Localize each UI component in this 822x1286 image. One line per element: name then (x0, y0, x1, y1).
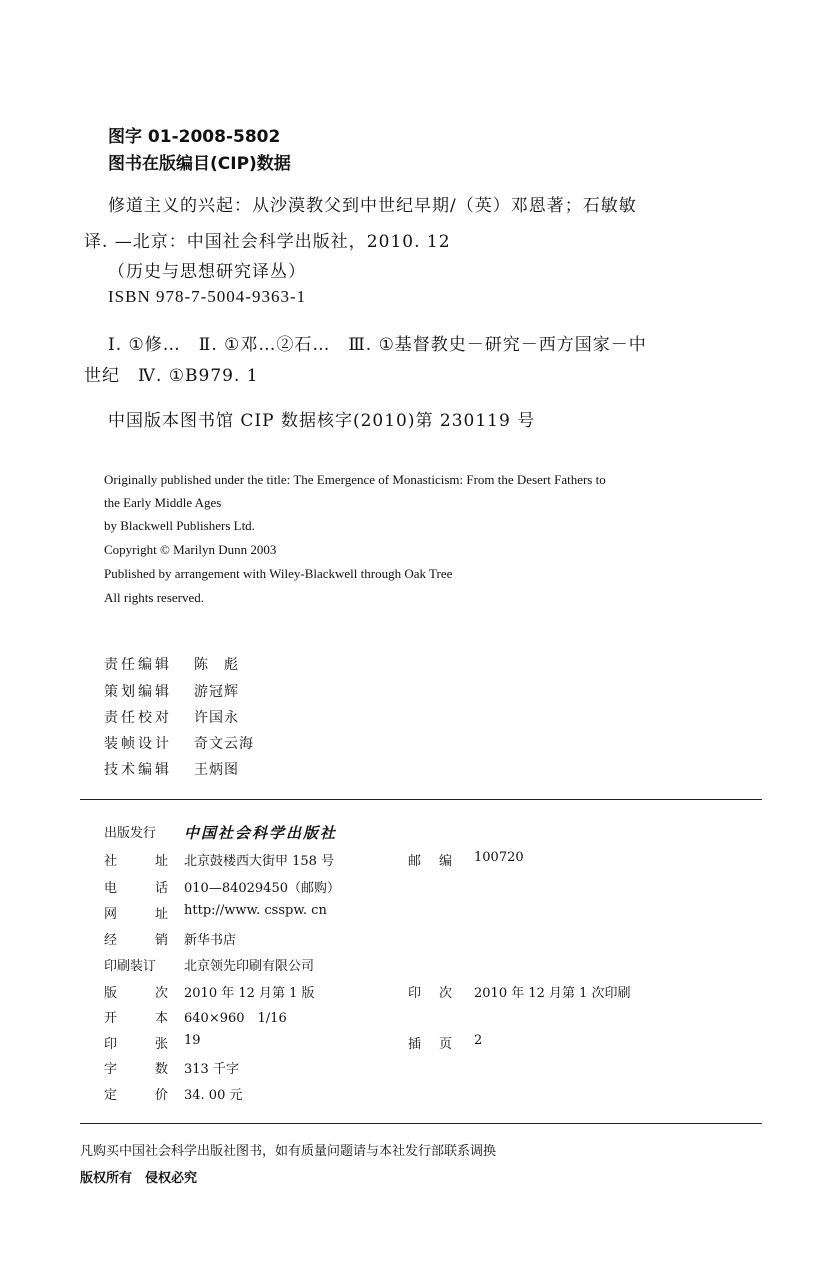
price-label: 定 价 (104, 1088, 168, 1103)
cip-library-number: 中国版本图书馆 CIP 数据核字(2010)第 230119 号 (108, 411, 536, 431)
editor-role: 技术编辑 (104, 762, 172, 778)
sheets-value: 19 (184, 1033, 201, 1048)
copyright-notice: Copyright © Marilyn Dunn 2003 (104, 542, 277, 557)
distributor-label: 经 销 (104, 933, 168, 948)
phone-label: 电 话 (104, 881, 168, 896)
address-value: 北京鼓楼西大街甲 158 号 (184, 854, 335, 869)
sheets-label: 印 张 (104, 1037, 168, 1052)
postcode-label: 邮 编 (408, 854, 452, 869)
editor-role: 责任编辑 (104, 657, 172, 673)
printing-label: 印 次 (408, 986, 452, 1001)
arrangement-notice: Published by arrangement with Wiley-Blackwell through Oak Tree (104, 566, 453, 581)
divider-bottom (80, 1123, 762, 1124)
edition-label: 版 次 (104, 986, 168, 1001)
editor-row (104, 681, 239, 701)
cip-classification-line-1: Ⅰ. ①修… Ⅱ. ①邓…②石… Ⅲ. ①基督教史－研究－西方国家－中 (108, 335, 647, 355)
cip-heading: 图书在版编目(CIP)数据 (108, 154, 291, 174)
rights-reserved: All rights reserved. (104, 590, 205, 605)
editor-role: 策划编辑 (104, 684, 172, 700)
words-value: 313 千字 (184, 1062, 239, 1077)
publisher-name: 中国社会科学出版社 (184, 824, 338, 842)
phone-value: 010—84029450（邮购） (184, 881, 340, 896)
cip-series: （历史与思想研究译丛） (108, 262, 306, 282)
original-publisher: by Blackwell Publishers Ltd. (104, 518, 255, 533)
cip-catalog-line-2: 译. —北京：中国社会科学出版社，2010. 12 (84, 232, 451, 252)
address-label: 社 址 (104, 854, 168, 869)
original-title-line-1: Originally published under the title: The Emergence of Monasticism: From the Desert Fathers to (104, 472, 606, 487)
cip-record-number: 图字 01-2008-5802 (108, 127, 281, 147)
cip-classification-line-2: 世纪 Ⅳ. ①B979. 1 (84, 366, 259, 386)
editor-role: 装帧设计 (104, 736, 172, 752)
quality-notice: 凡购买中国社会科学出版社图书，如有质量问题请与本社发行部联系调换 (80, 1144, 497, 1159)
publisher-label: 出版发行 (104, 826, 157, 841)
editor-name: 陈 彪 (194, 657, 239, 673)
postcode-value: 100720 (474, 850, 524, 865)
website-label: 网 址 (104, 907, 168, 922)
editor-name: 许国永 (194, 710, 239, 726)
format-label: 开 本 (104, 1011, 168, 1026)
editor-row (104, 654, 239, 674)
printing-value: 2010 年 12 月第 1 次印刷 (474, 986, 631, 1001)
format-value: 640×960 1/16 (184, 1011, 287, 1026)
printer-value: 北京领先印刷有限公司 (184, 959, 315, 974)
editor-row (104, 707, 239, 727)
distributor-value: 新华书店 (184, 933, 237, 948)
edition-value: 2010 年 12 月第 1 版 (184, 986, 315, 1001)
editor-name: 王炳图 (194, 762, 239, 778)
editor-row (104, 733, 254, 753)
inserts-value: 2 (474, 1033, 483, 1048)
inserts-label: 插 页 (408, 1037, 452, 1052)
cip-isbn: ISBN 978-7-5004-9363-1 (108, 287, 307, 306)
price-value: 34. 00 元 (184, 1088, 243, 1103)
divider-top (80, 799, 762, 800)
editor-name: 奇文云海 (194, 736, 254, 752)
rights-notice: 版权所有 侵权必究 (80, 1171, 198, 1186)
editor-role: 责任校对 (104, 710, 172, 726)
original-title-line-2: the Early Middle Ages (104, 495, 222, 510)
editor-name: 游冠辉 (194, 684, 239, 700)
words-label: 字 数 (104, 1062, 168, 1077)
website-value: http://www. csspw. cn (184, 903, 327, 918)
editor-row (104, 759, 239, 779)
cip-catalog-line-1: 修道主义的兴起：从沙漠教父到中世纪早期/（英）邓恩著；石敏敏 (108, 196, 637, 216)
printer-label: 印刷装订 (104, 959, 157, 974)
